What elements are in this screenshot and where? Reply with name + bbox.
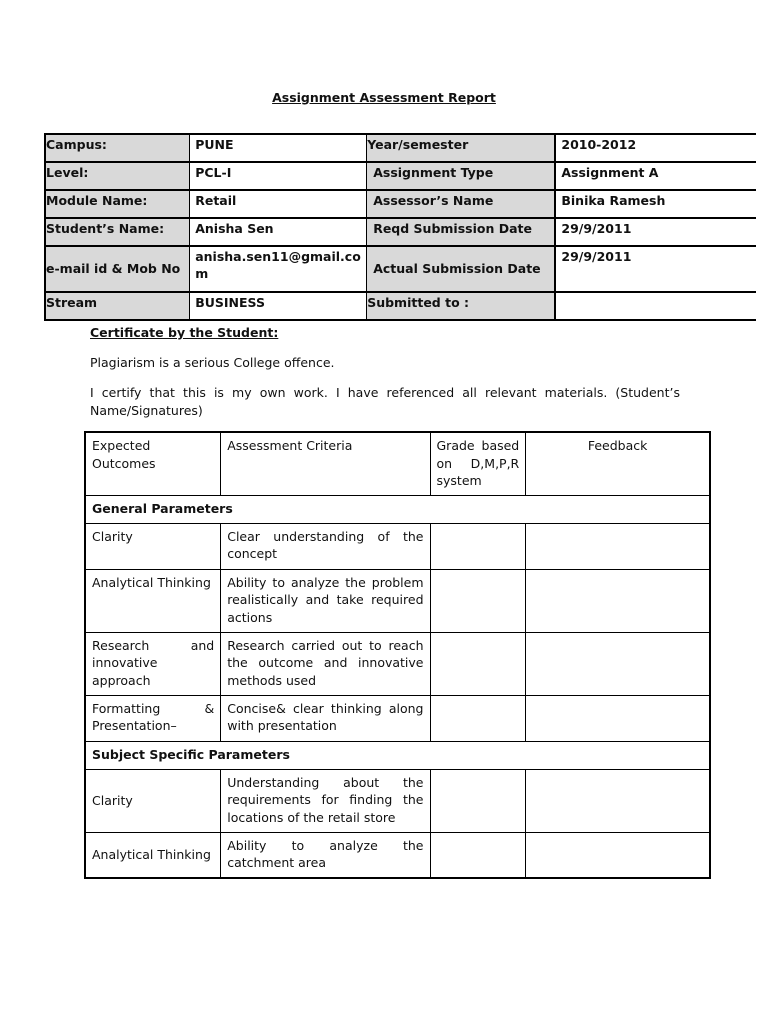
feedback-header: Feedback [526, 432, 710, 495]
criteria-cell: Concise& clear thinking along with presentation [221, 695, 430, 741]
actual-submission-date-value: 29/9/2011 [555, 246, 756, 292]
plagiarism-statement: Plagiarism is a serious College offence. [90, 355, 335, 370]
grade-cell[interactable] [430, 523, 526, 569]
grade-cell[interactable] [430, 695, 526, 741]
info-row-module [45, 190, 756, 218]
outcome-cell: Analytical Thinking [85, 832, 221, 878]
table-row [85, 832, 710, 878]
campus-label: Campus: [45, 134, 190, 162]
grade-cell[interactable] [430, 569, 526, 632]
email-value-line-2: m [195, 266, 209, 281]
outcome-cell: Analytical Thinking [85, 569, 221, 632]
certificate-heading: Certificate by the Student: [90, 325, 279, 340]
info-row-email [45, 246, 756, 292]
certification-statement: I certify that this is my own work. I have referenced all relevant materials. (Student’s Name/Signatures) [90, 385, 680, 418]
criteria-cell: Understanding about the requirements for finding the locations of the retail store [221, 769, 430, 832]
info-row-level [45, 162, 756, 190]
table-row [85, 569, 710, 632]
assessment-criteria-header: Assessment Criteria [221, 432, 430, 495]
table-row [85, 769, 710, 832]
feedback-cell[interactable] [526, 769, 710, 832]
grade-cell[interactable] [430, 769, 526, 832]
criteria-cell: Research carried out to reach the outcome and innovative methods used [221, 632, 430, 695]
grade-cell[interactable] [430, 832, 526, 878]
submitted-to-label: Submitted to : [367, 292, 556, 320]
general-parameters-row [85, 495, 710, 523]
assignment-type-label: Assignment Type [367, 162, 556, 190]
criteria-cell: Clear understanding of the concept [221, 523, 430, 569]
reqd-submission-date-label: Reqd Submission Date [367, 218, 556, 246]
campus-value: PUNE [190, 134, 367, 162]
assessment-header-row [85, 432, 710, 495]
subject-parameters-row [85, 741, 710, 769]
outcome-cell: Clarity [85, 769, 221, 832]
year-semester-label: Year/semester [367, 134, 556, 162]
info-row-campus [45, 134, 756, 162]
student-info-table [44, 133, 756, 321]
feedback-cell[interactable] [526, 695, 710, 741]
year-semester-value: 2010-2012 [555, 134, 756, 162]
expected-outcomes-header: Expected Outcomes [85, 432, 221, 495]
outcome-cell: Formatting & Presentation– [85, 695, 221, 741]
stream-value: BUSINESS [190, 292, 367, 320]
email-mobile-label: e-mail id & Mob No [45, 246, 190, 292]
criteria-cell: Ability to analyze the catchment area [221, 832, 430, 878]
submitted-to-value [555, 292, 756, 320]
general-parameters-title: General Parameters [85, 495, 710, 523]
table-row [85, 632, 710, 695]
outcome-cell: Research and innovative approach [85, 632, 221, 695]
feedback-cell[interactable] [526, 632, 710, 695]
assessment-table [84, 431, 711, 879]
level-label: Level: [45, 162, 190, 190]
assessor-name-value: Binika Ramesh [555, 190, 756, 218]
email-value-line-1: anisha.sen11@gmail.co [195, 249, 361, 264]
table-row [85, 523, 710, 569]
module-name-label: Module Name: [45, 190, 190, 218]
info-row-stream [45, 292, 756, 320]
report-title: Assignment Assessment Report [272, 90, 496, 105]
assignment-type-value: Assignment A [555, 162, 756, 190]
grade-header: Grade based on D,M,P,R system [430, 432, 526, 495]
student-name-value: Anisha Sen [190, 218, 367, 246]
criteria-cell: Ability to analyze the problem realistically and take required actions [221, 569, 430, 632]
feedback-cell[interactable] [526, 832, 710, 878]
feedback-cell[interactable] [526, 523, 710, 569]
email-mobile-value [190, 246, 367, 292]
module-name-value: Retail [190, 190, 367, 218]
feedback-cell[interactable] [526, 569, 710, 632]
level-value: PCL-I [190, 162, 367, 190]
actual-submission-date-label: Actual Submission Date [367, 246, 556, 292]
assessor-name-label: Assessor’s Name [367, 190, 556, 218]
subject-parameters-title: Subject Specific Parameters [85, 741, 710, 769]
student-name-label: Student’s Name: [45, 218, 190, 246]
grade-cell[interactable] [430, 632, 526, 695]
outcome-cell: Clarity [85, 523, 221, 569]
info-row-student [45, 218, 756, 246]
stream-label: Stream [45, 292, 190, 320]
table-row [85, 695, 710, 741]
reqd-submission-date-value: 29/9/2011 [555, 218, 756, 246]
